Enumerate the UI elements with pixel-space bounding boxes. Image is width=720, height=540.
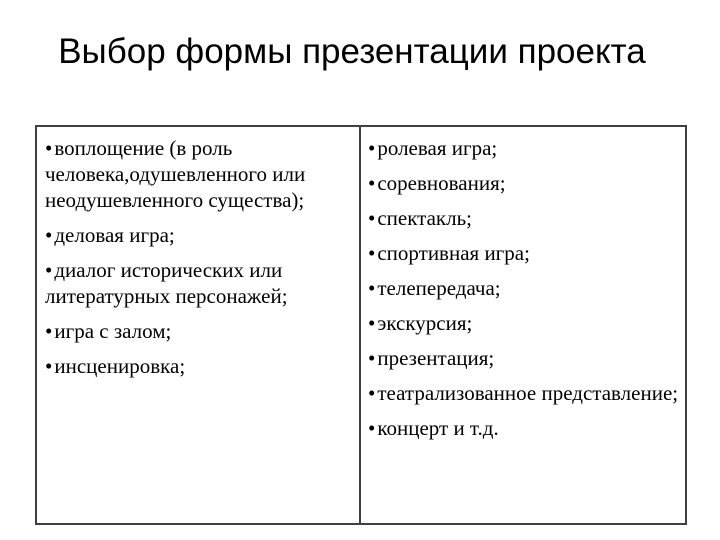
bullet-icon: •: [45, 319, 53, 343]
list-item: [368, 380, 685, 406]
bullet-icon: •: [45, 136, 53, 160]
item-text: диалог исторических или литературных персонажей;: [45, 258, 288, 308]
left-column: [37, 127, 361, 523]
bullet-icon: •: [368, 346, 376, 370]
bullet-icon: •: [45, 354, 53, 378]
item-text: концерт и т.д.: [377, 416, 499, 440]
item-text: презентация;: [377, 346, 495, 370]
bullet-icon: •: [368, 206, 376, 230]
list-item: [368, 415, 685, 441]
right-column: [361, 127, 685, 523]
item-text: воплощение (в роль человека,одушевленного или неодушевленного существа);: [45, 136, 306, 212]
bullet-icon: •: [368, 381, 376, 405]
bullet-icon: •: [368, 136, 376, 160]
slide-title: Выбор формы презентации проекта: [58, 32, 646, 71]
item-text: телепередача;: [377, 276, 501, 300]
bullet-icon: •: [368, 311, 376, 335]
list-item: [45, 353, 359, 379]
item-text: деловая игра;: [54, 223, 175, 247]
list-item: [368, 345, 685, 371]
bullet-icon: •: [368, 416, 376, 440]
bullet-icon: •: [368, 276, 376, 300]
list-item: [45, 222, 359, 248]
item-text: инсценировка;: [54, 354, 186, 378]
forms-table: [35, 125, 687, 525]
item-text: театрализованное представление;: [377, 381, 679, 405]
item-text: игра с залом;: [54, 319, 172, 343]
list-item: [45, 135, 359, 213]
list-item: [45, 318, 359, 344]
list-item: [368, 135, 685, 161]
bullet-icon: •: [45, 223, 53, 247]
list-item: [368, 170, 685, 196]
bullet-icon: •: [45, 258, 53, 282]
item-text: спортивная игра;: [377, 241, 530, 265]
list-item: [368, 310, 685, 336]
item-text: соревнования;: [377, 171, 506, 195]
list-item: [45, 257, 359, 309]
item-text: спектакль;: [377, 206, 473, 230]
list-item: [368, 240, 685, 266]
list-item: [368, 275, 685, 301]
bullet-icon: •: [368, 171, 376, 195]
bullet-icon: •: [368, 241, 376, 265]
list-item: [368, 205, 685, 231]
item-text: ролевая игра;: [377, 136, 498, 160]
item-text: экскурсия;: [377, 311, 473, 335]
